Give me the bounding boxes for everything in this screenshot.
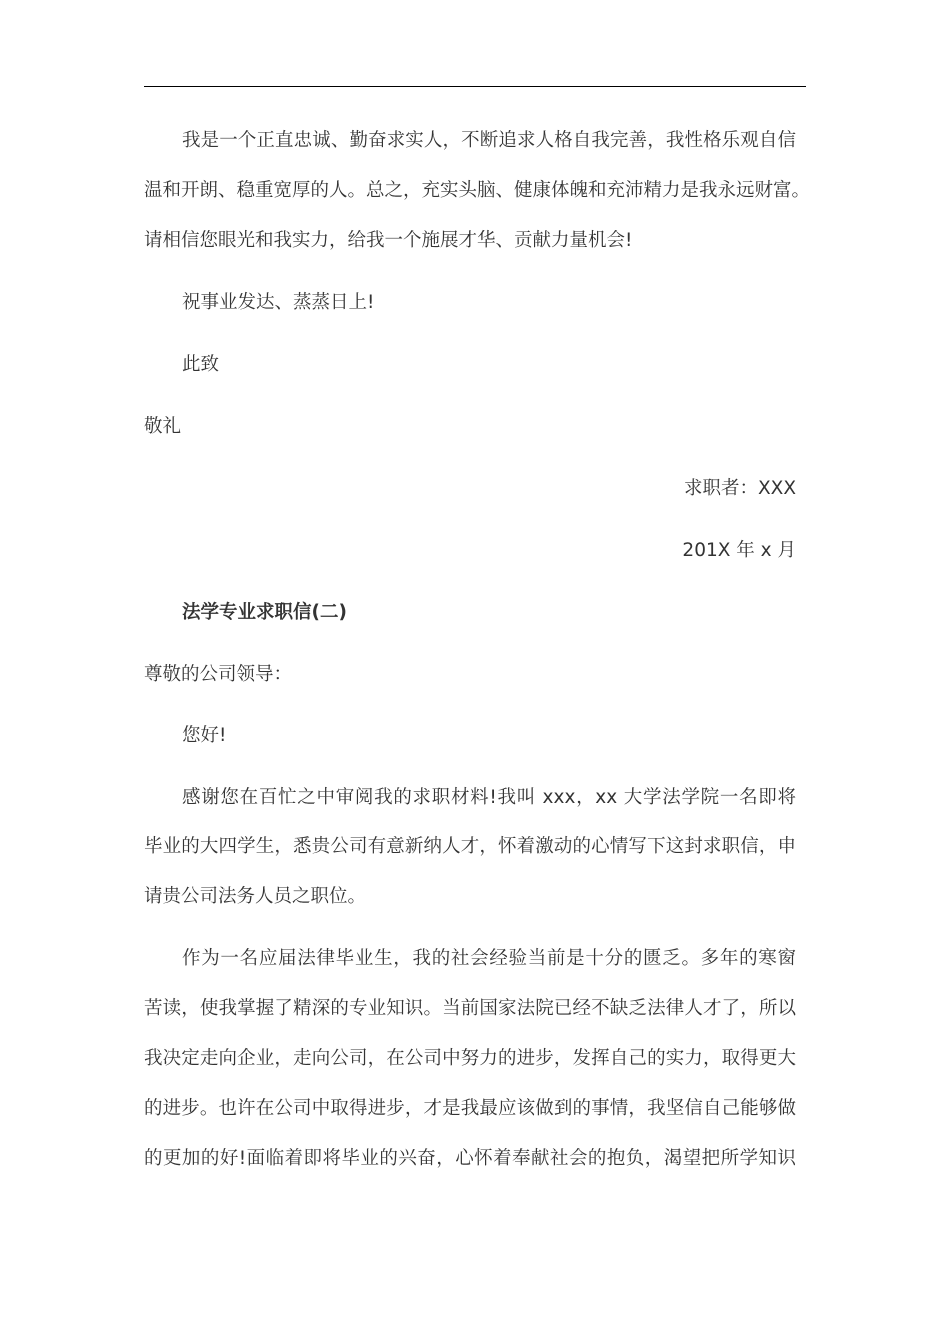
greeting: 您好! [182,725,227,746]
letter2-paragraph-line: 请贵公司法务人员之职位。 [144,886,367,907]
wish-line: 祝事业发达、蒸蒸日上! [182,292,375,313]
letter1-paragraph-line: 请相信您眼光和我实力，给我一个施展才华、贡献力量机会! [144,230,633,251]
header-rule [144,86,806,87]
date: 201X 年 x 月 [682,540,796,561]
letter1-paragraph-line: 温和开朗、稳重宽厚的人。总之，充实头脑、健康体魄和充沛精力是我永远财富。 [144,180,811,201]
section-title: 法学专业求职信(二) [182,602,347,623]
letter2-paragraph-line: 苦读，使我掌握了精深的专业知识。当前国家法院已经不缺乏法律人才了，所以 [144,998,796,1019]
salutation: 尊敬的公司领导： [144,664,293,685]
letter2-paragraph-line: 感谢您在百忙之中审阅我的求职材料!我叫 xxx，xx 大学法学院一名即将 [182,787,796,808]
letter2-paragraph-line: 的进步。也许在公司中取得进步，才是我最应该做到的事情，我坚信自己能够做 [144,1098,796,1119]
signature: 求职者：XXX [683,478,796,499]
letter2-paragraph-line: 的更加的好!面临着即将毕业的兴奋，心怀着奉献社会的抱负，渴望把所学知识 [144,1148,796,1169]
letter2-paragraph-line: 作为一名应届法律毕业生，我的社会经验当前是十分的匮乏。多年的寒窗 [182,948,796,969]
letter2-paragraph-line: 我决定走向企业，走向公司，在公司中努力的进步，发挥自己的实力，取得更大 [144,1048,796,1069]
closing-line-1: 此致 [182,354,220,375]
closing-line-2: 敬礼 [144,416,182,437]
letter1-paragraph-line: 我是一个正直忠诚、勤奋求实人，不断追求人格自我完善，我性格乐观自信 [182,130,796,151]
letter2-paragraph-line: 毕业的大四学生，悉贵公司有意新纳人才，怀着激动的心情写下这封求职信，申 [144,836,796,857]
